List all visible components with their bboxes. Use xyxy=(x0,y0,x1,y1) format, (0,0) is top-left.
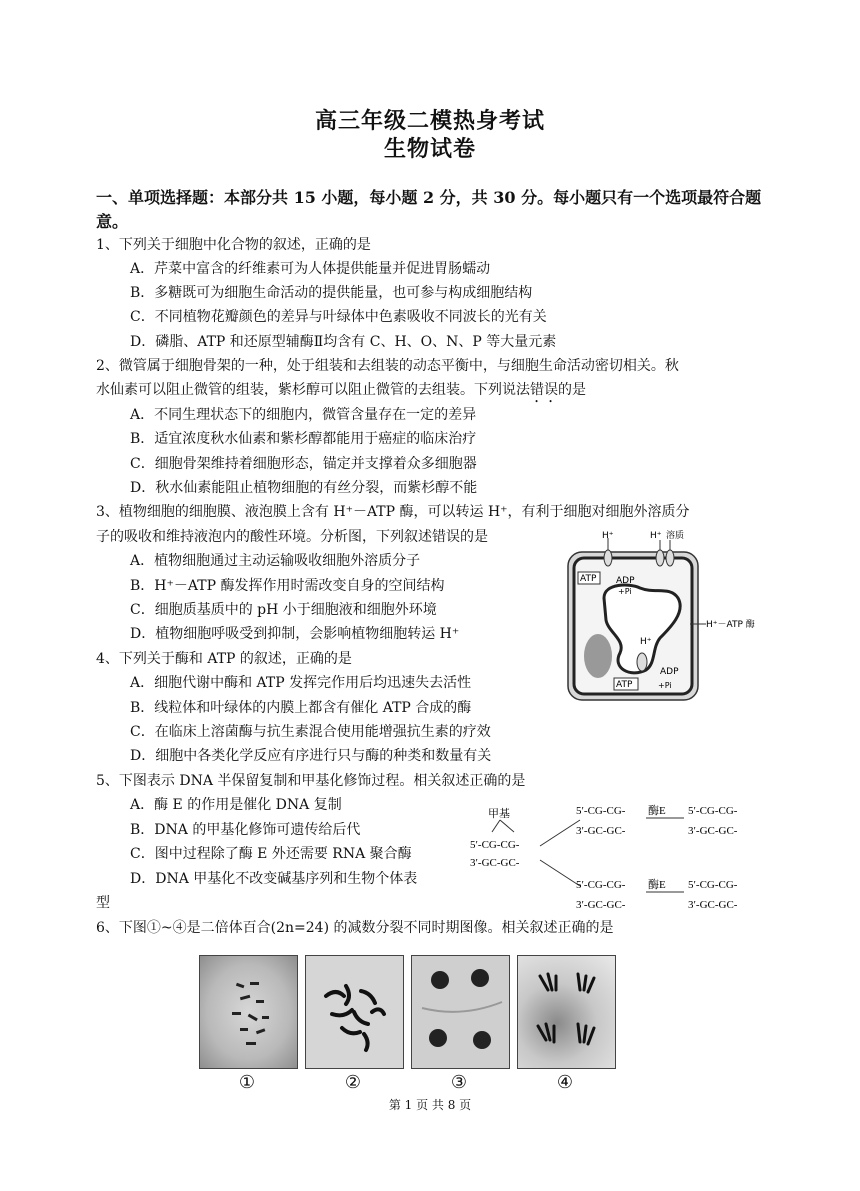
q2-option-d: D．秋水仙素能阻止植物细胞的有丝分裂，而紫杉醇不能 xyxy=(130,480,478,496)
label-enzyme: H⁺－ATP 酶 xyxy=(706,620,755,630)
q1-option-b: B．多糖既可为细胞生命活动的提供能量，也可参与构成细胞结构 xyxy=(130,285,533,301)
label-pi-top: +Pi xyxy=(618,587,632,596)
q2-option-a: A．不同生理状态下的细胞内，微管含量存在一定的差异 xyxy=(130,407,477,423)
q4-option-d: D．细胞中各类化学反应有序进行只与酶的种类和数量有关 xyxy=(130,748,492,764)
plant-cell-figure xyxy=(560,528,790,708)
label-h-solute: H⁺ xyxy=(650,531,662,541)
q2-stem-line2: 水仙素可以阻止微管的组装，紫杉醇可以阻止微管的去组装。下列说法错误的是 xyxy=(96,382,586,398)
micrograph-label-3: ③ xyxy=(450,1072,468,1093)
label-atp-bottom: ATP xyxy=(616,680,633,690)
q6-stem: 6、下图①~④是二倍体百合(2n=24) 的减数分裂不同时期图像。相关叙述正确的是 xyxy=(96,920,614,936)
right-strand-bottom-2: 3′-GC-GC- xyxy=(688,899,738,911)
transporter-1 xyxy=(656,550,664,566)
q2-option-c: C．细胞骨架维持着细胞形态，锚定并支撑着众多细胞器 xyxy=(130,456,477,472)
label-h-top: H⁺ xyxy=(602,531,614,541)
mid-strand-bottom-1: 3′-GC-GC- xyxy=(576,825,626,837)
q3-option-c: C．细胞质基质中的 pH 小于细胞液和细胞外环境 xyxy=(130,602,437,618)
enzyme-label-1: 酶E xyxy=(648,805,666,817)
mid-strand-top-1: 5′-CG-CG- xyxy=(576,805,626,817)
q4-stem: 4、下列关于酶和 ATP 的叙述，正确的是 xyxy=(96,651,352,667)
q1-option-a: A．芹菜中富含的纤维素可为人体提供能量并促进胃肠蠕动 xyxy=(130,261,491,277)
q4-option-c: C．在临床上溶菌酶与抗生素混合使用能增强抗生素的疗效 xyxy=(130,724,491,740)
exam-title: 高三年级二模热身考试 xyxy=(314,108,545,134)
micrograph-1 xyxy=(199,955,298,1069)
q5-option-d: D．DNA 甲基化不改变碱基序列和生物个体表 xyxy=(130,871,418,887)
label-pi-bottom: +Pi xyxy=(658,681,672,690)
micrograph-3 xyxy=(411,955,510,1069)
page-footer: 第 1 页 共 8 页 xyxy=(388,1098,472,1112)
right-strand-top-1: 5′-CG-CG- xyxy=(688,805,738,817)
label-h-bottom: H⁺ xyxy=(640,637,652,647)
q3-option-d: D．植物细胞呼吸受到抑制，会影响植物细胞转运 H⁺ xyxy=(130,626,460,642)
nucleus xyxy=(584,634,612,678)
label-adp-bottom: ADP xyxy=(660,667,679,677)
chromosomes-1 xyxy=(200,956,297,1068)
right-strand-top-2: 5′-CG-CG- xyxy=(688,879,738,891)
arrow-up xyxy=(540,820,580,846)
micrograph-label-2: ② xyxy=(344,1072,362,1093)
section-heading: 一、单项选择题：本部分共 15 小题，每小题 2 分，共 30 分。每小题只有一个选项最符合题意。 xyxy=(96,188,762,231)
label-methyl: 甲基 xyxy=(488,808,510,820)
nuclei-3 xyxy=(412,956,509,1068)
q3-stem-line2: 子的吸收和维持液泡内的酸性环境。分析图，下列叙述错误的是 xyxy=(96,529,488,545)
q1-stem: 1、下列关于细胞中化合物的叙述，正确的是 xyxy=(96,237,371,253)
q5-option-d-cont: 型 xyxy=(96,895,110,911)
label-solute: 溶质 xyxy=(666,531,685,541)
q4-option-b: B．线粒体和叶绿体的内膜上都含有催化 ATP 合成的酶 xyxy=(130,700,472,716)
chromosomes-4 xyxy=(518,956,615,1068)
label-adp-top: ADP xyxy=(616,576,635,586)
q3-option-a: A．植物细胞通过主动运输吸收细胞外溶质分子 xyxy=(130,553,421,569)
h-pump-vacuole xyxy=(637,653,647,671)
dna-methylation-figure xyxy=(470,798,770,916)
micrograph-2 xyxy=(305,955,404,1069)
q3-option-b: B．H⁺－ATP 酶发挥作用时需改变自身的空间结构 xyxy=(130,578,445,594)
arrow-down xyxy=(540,860,580,886)
right-strand-bottom-1: 3′-GC-GC- xyxy=(688,825,738,837)
enzyme-label-2: 酶E xyxy=(648,879,666,891)
methyl-pointer-1 xyxy=(492,820,500,832)
q5-option-a: A．酶 E 的作用是催化 DNA 复制 xyxy=(130,797,342,813)
left-strand-bottom: 3′-GC-GC- xyxy=(470,857,520,869)
chromosomes-2 xyxy=(306,956,403,1068)
q5-stem: 5、下图表示 DNA 半保留复制和甲基化修饰过程。相关叙述正确的是 xyxy=(96,773,526,789)
methyl-pointer-2 xyxy=(500,820,514,832)
micrograph-label-1: ① xyxy=(238,1072,256,1093)
micrograph-label-4: ④ xyxy=(556,1072,574,1093)
label-atp-top: ATP xyxy=(580,574,597,584)
emphasis-word: 错误 xyxy=(530,382,558,398)
mid-strand-bottom-2: 3′-GC-GC- xyxy=(576,899,626,911)
q2-option-b: B．适宜浓度秋水仙素和紫杉醇都能用于癌症的临床治疗 xyxy=(130,431,477,447)
q3-stem-line1: 3、植物细胞的细胞膜、液泡膜上含有 H⁺－ATP 酶，可以转运 H⁺，有利于细胞对细胞外溶质分 xyxy=(96,504,690,520)
q1-option-d: D．磷脂、ATP 和还原型辅酶Ⅱ均含有 C、H、O、N、P 等大量元素 xyxy=(130,334,557,350)
h-pump-top xyxy=(604,550,612,566)
q2-stem-line1: 2、微管属于细胞骨架的一种，处于组装和去组装的动态平衡中，与细胞生命活动密切相关。秋 xyxy=(96,358,679,374)
exam-subtitle: 生物试卷 xyxy=(383,136,476,162)
q5-option-b: B．DNA 的甲基化修饰可遗传给后代 xyxy=(130,822,361,838)
left-strand-top: 5′-CG-CG- xyxy=(470,839,520,851)
micrograph-4 xyxy=(517,955,616,1069)
q4-option-a: A．细胞代谢中酶和 ATP 发挥完作用后均迅速失去活性 xyxy=(130,675,472,691)
transporter-2 xyxy=(666,550,674,566)
q5-option-c: C．图中过程除了酶 E 外还需要 RNA 聚合酶 xyxy=(130,846,412,862)
q1-option-c: C．不同植物花瓣颜色的差异与叶绿体中色素吸收不同波长的光有关 xyxy=(130,309,547,325)
mid-strand-top-2: 5′-CG-CG- xyxy=(576,879,626,891)
